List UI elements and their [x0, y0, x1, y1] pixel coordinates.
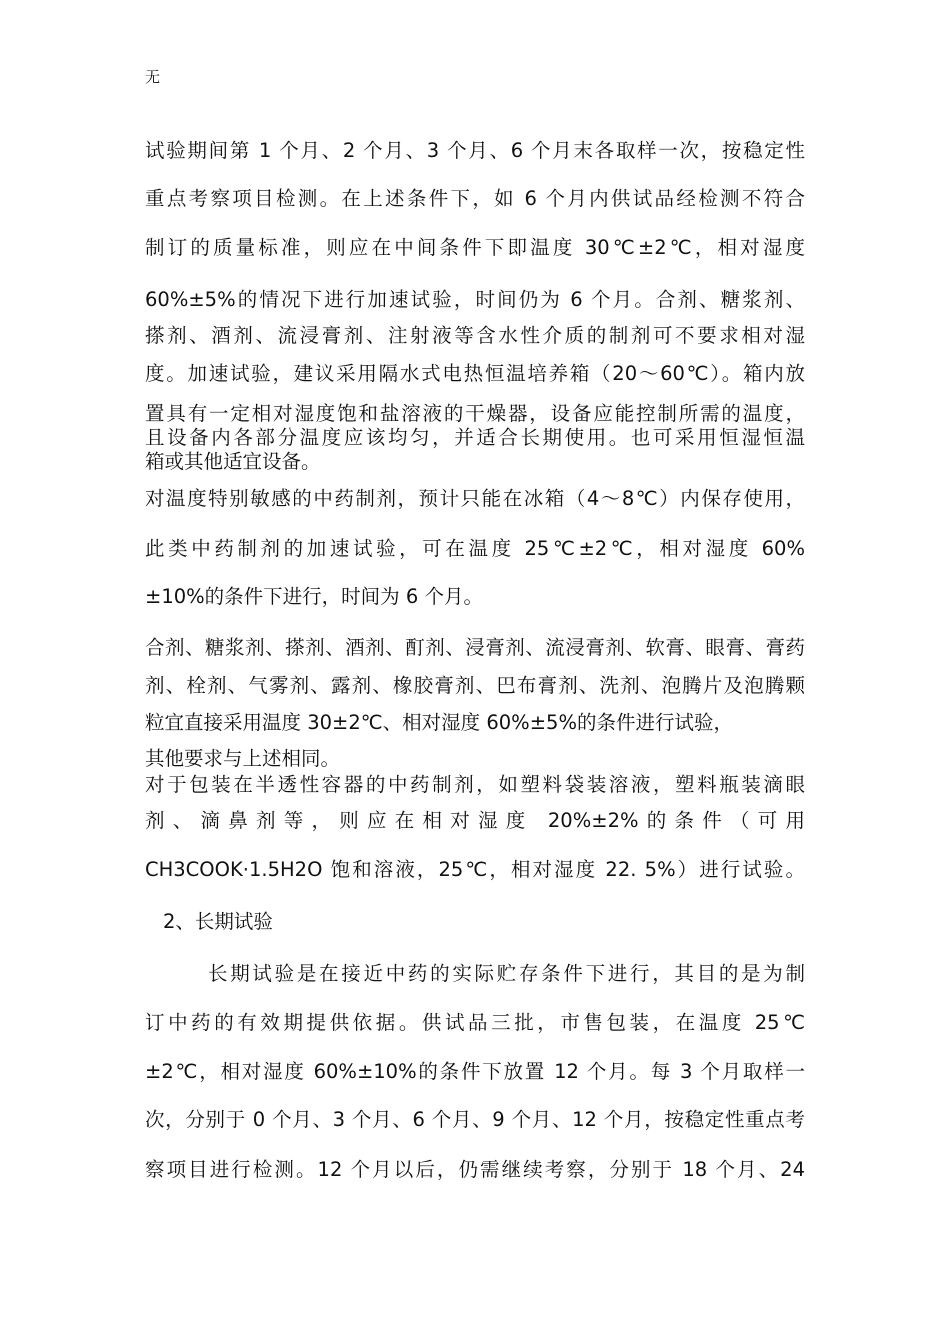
text-line: 粒宜直接采用温度 30±2℃、相对湿度 60%±5%的条件进行试验， [145, 711, 733, 734]
text-line: 60%±5%的情况下进行加速试验，时间仍为 6 个月。合剂、糖浆剂、 [145, 288, 805, 311]
section-heading: 2、长期试验 [163, 910, 273, 933]
text-line: 合剂、糖浆剂、搽剂、酒剂、酊剂、浸膏剂、流浸膏剂、软膏、眼膏、膏药 [145, 636, 805, 659]
text-line: 剂、栓剂、气雾剂、露剂、橡胶膏剂、巴布膏剂、洗剂、泡腾片及泡腾颗 [145, 674, 805, 697]
text-line: 制订的质量标准，则应在中间条件下即温度 30℃±2℃，相对湿度 [145, 236, 805, 259]
text-line: ±10%的条件下进行，时间为 6 个月。 [145, 585, 483, 608]
text-line: ±2℃，相对湿度 60%±10%的条件下放置 12 个月。每 3 个月取样一 [145, 1060, 805, 1083]
text-line: 此类中药制剂的加速试验，可在温度 25℃±2℃，相对湿度 60% [145, 537, 805, 560]
text-line: 察项目进行检测。12 个月以后，仍需继续考察，分别于 18 个月、24 [145, 1158, 805, 1181]
text-line: 箱或其他适宜设备。 [145, 450, 321, 473]
text-line: 且设备内各部分温度应该均匀，并适合长期使用。也可采用恒湿恒温 [145, 426, 805, 449]
text-line: 剂、滴鼻剂等，则应在相对湿度 20%±2%的条件（可用 [145, 809, 805, 832]
text-line: CH3COOK·1.5H2O 饱和溶液，25℃，相对湿度 22. 5%）进行试验。 [145, 858, 805, 881]
text-line: 对于包装在半透性容器的中药制剂，如塑料袋装溶液，塑料瓶装滴眼 [145, 773, 805, 796]
text-line: 长期试验是在接近中药的实际贮存条件下进行，其目的是为制 [208, 962, 805, 985]
text-line: 重点考察项目检测。在上述条件下，如 6 个月内供试品经检测不符合 [145, 187, 805, 210]
page-header: 无 [145, 68, 161, 86]
text-line: 对温度特别敏感的中药制剂，预计只能在冰箱（4～8℃）内保存使用， [145, 487, 805, 510]
text-line: 搽剂、酒剂、流浸膏剂、注射液等含水性介质的制剂可不要求相对湿 [145, 324, 805, 347]
text-line: 度。加速试验，建议采用隔水式电热恒温培养箱（20～60℃）。箱内放 [145, 362, 805, 385]
text-line: 置具有一定相对湿度饱和盐溶液的干燥器，设备应能控制所需的温度， [145, 402, 805, 425]
text-line: 试验期间第 1 个月、2 个月、3 个月、6 个月末各取样一次，按稳定性 [145, 139, 805, 162]
text-line: 次，分别于 0 个月、3 个月、6 个月、9 个月、12 个月，按稳定性重点考 [145, 1108, 805, 1131]
text-line: 订中药的有效期提供依据。供试品三批，市售包装，在温度 25℃ [145, 1011, 805, 1034]
text-line: 其他要求与上述相同。 [145, 747, 341, 770]
